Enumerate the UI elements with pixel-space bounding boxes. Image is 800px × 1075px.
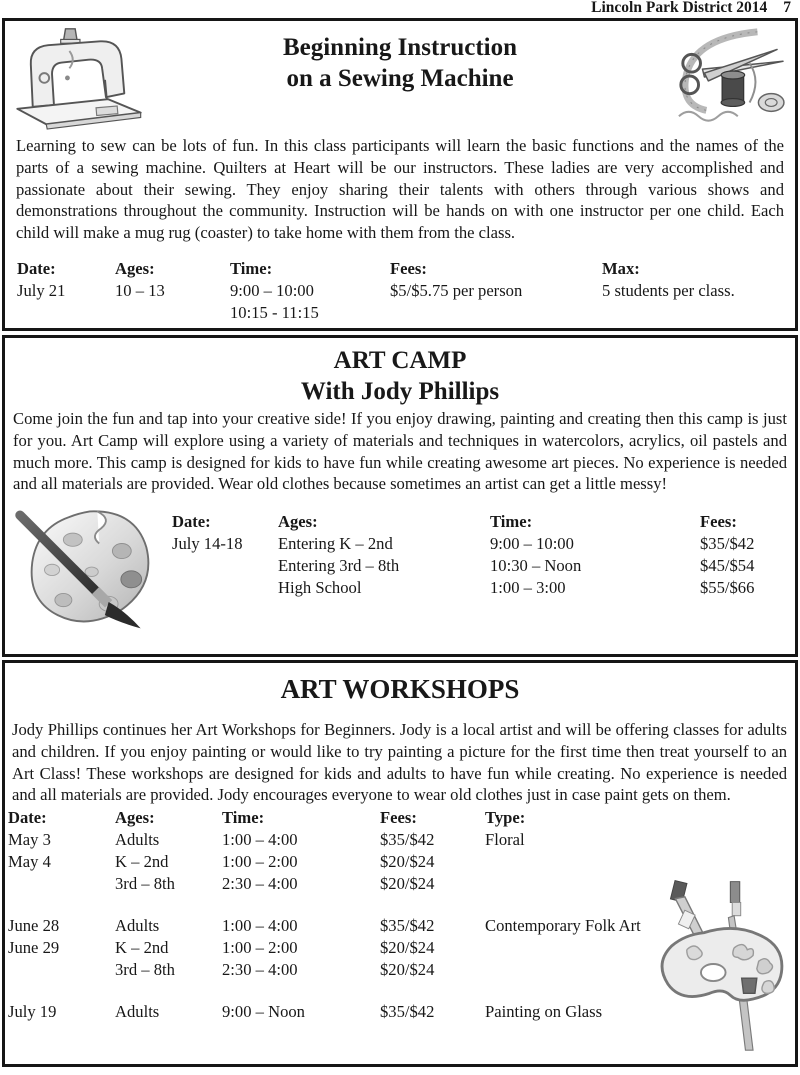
cell-fees: $5/$5.75 per person [390,280,523,300]
section-title-line2: on a Sewing Machine [286,65,514,92]
cell-ages: Adults [115,1002,160,1022]
column-date [17,258,115,324]
page-header [0,0,800,18]
section-title-line1: ART CAMP [333,347,467,374]
section-title-line1: Beginning Instruction [282,34,518,61]
section-title [5,338,795,407]
sewing-description: Learning to sew can be lots of fun. In this class participants will learn the basic functions and the names of the parts of a sewing machine. Quilters at Heart will be our instructors. These ladies are very accomplished and passionate about their sewing. They enjoy sharing their talents with others through various shows and demonstrations throughout the community. Instruction will be hands on with one instructor per one child. Each child will make a mug rug (coaster) to take home with them from the class. [16,136,784,243]
header-date: Date: [172,512,211,532]
header-ages: Ages: [115,258,155,278]
cell-ages: Adults [115,830,160,850]
sewing-machine-icon [10,24,148,130]
cell-fees: $35/$42 [380,1002,435,1022]
cell-date: June 29 [8,938,60,958]
cell-time: 1:00 – 2:00 [222,938,298,958]
header-fees: Fees: [390,258,427,278]
art-workshops-description: Jody Phillips continues her Art Workshops for Beginners. Jody is a local artist and will be offering classes for adults and children. If you enjoy painting or would like to try painting a picture for the first time then treat yourself to an Art Class! These workshops are designed for kids and adults to have fun while creating. No experience is needed and all materials are provided. Jody encourages everyone to wear old clothes just in case paint gets on them. [12,720,787,805]
cell-date [8,959,115,981]
column-max [602,258,735,324]
section-art-camp [2,335,798,657]
header-ages: Ages: [278,512,318,532]
cell-fees: $35/$42 [380,916,435,936]
cell-type: Floral [485,830,525,850]
cell-ages: Adults [115,916,160,936]
cell-date [8,873,115,895]
header-max: Max: [602,258,640,278]
column-date [172,511,278,599]
cell-fees-1: $45/$54 [700,556,755,576]
table-header-row [8,807,795,829]
cell-max: 5 students per class. [602,280,735,300]
page-number: 7 [783,0,791,16]
sewing-schedule-table [5,258,795,324]
cell-ages: K – 2nd [115,852,169,872]
cell-time-2: 10:15 - 11:15 [230,302,319,322]
cell-ages: K – 2nd [115,938,169,958]
cell-ages-0: Entering K – 2nd [278,534,393,554]
column-fees [390,258,602,324]
cell-time-1: 10:30 – Noon [490,556,582,576]
header-date: Date: [17,258,56,278]
column-ages [115,258,230,324]
cell-time-2: 1:00 – 3:00 [490,578,566,598]
art-camp-schedule-table [167,511,754,599]
cell-time-0: 9:00 – 10:00 [490,534,574,554]
header-fees: Fees: [700,512,737,532]
publication-title: Lincoln Park District 2014 [591,0,768,16]
column-time [230,258,390,324]
cell-ages: 3rd – 8th [115,960,175,980]
cell-fees: $35/$42 [380,830,435,850]
cell-time-1: 9:00 – 10:00 [230,280,314,300]
cell-ages: 10 – 13 [115,280,165,300]
cell-time: 1:00 – 2:00 [222,852,298,872]
column-fees [700,511,754,599]
cell-fees: $20/$24 [380,938,435,958]
header-fees: Fees: [380,808,417,828]
cell-date: July 14-18 [172,534,243,554]
sewing-section-header [5,21,795,133]
cell-fees: $20/$24 [380,960,435,980]
cell-ages-2: High School [278,578,362,598]
cell-type: Contemporary Folk Art [485,916,641,936]
header-time: Time: [222,808,265,828]
paint-palette-brush-icon [5,502,167,634]
header-time: Time: [490,512,533,532]
cell-time: 1:00 – 4:00 [222,916,298,936]
cell-fees: $20/$24 [380,852,435,872]
cell-time: 2:30 – 4:00 [222,874,298,894]
section-title-line2: With Jody Phillips [300,378,500,405]
cell-time: 9:00 – Noon [222,1002,305,1022]
cell-date: May 3 [8,830,51,850]
art-camp-bottom [5,502,795,634]
cell-date: May 4 [8,852,51,872]
header-time: Time: [230,258,273,278]
cell-time: 1:00 – 4:00 [222,830,298,850]
column-time [490,511,700,599]
header-date: Date: [8,808,47,828]
cell-ages: 3rd – 8th [115,874,175,894]
cell-date: July 21 [17,280,66,300]
sewing-notions-icon [662,22,792,130]
paint-palette-two-brushes-icon [647,870,789,1058]
table-row [8,829,795,851]
art-camp-description: Come join the fun and tap into your creative side! If you enjoy drawing, painting and creating then this camp is just for you. Art Camp will explore using a variety of materials and techniques in watercolors, acrylics, oil pastels and much more. This camp is designed for kids to have fun while creating awesome art pieces. No experience is needed and all materials are provided. Wear old clothes because sometimes an artist can get a little messy! [13,409,787,494]
section-sewing-machine [2,18,798,331]
header-ages: Ages: [115,808,155,828]
cell-date: June 28 [8,916,60,936]
cell-time: 2:30 – 4:00 [222,960,298,980]
cell-fees: $20/$24 [380,874,435,894]
section-title: ART WORKSHOPS [280,674,520,704]
cell-ages-1: Entering 3rd – 8th [278,556,400,576]
column-ages [278,511,490,599]
cell-date: July 19 [8,1002,57,1022]
cell-type: Painting on Glass [485,1002,603,1022]
section-art-workshops [2,660,798,1067]
header-type: Type: [485,808,526,828]
cell-fees-0: $35/$42 [700,534,755,554]
cell-fees-2: $55/$66 [700,578,755,598]
